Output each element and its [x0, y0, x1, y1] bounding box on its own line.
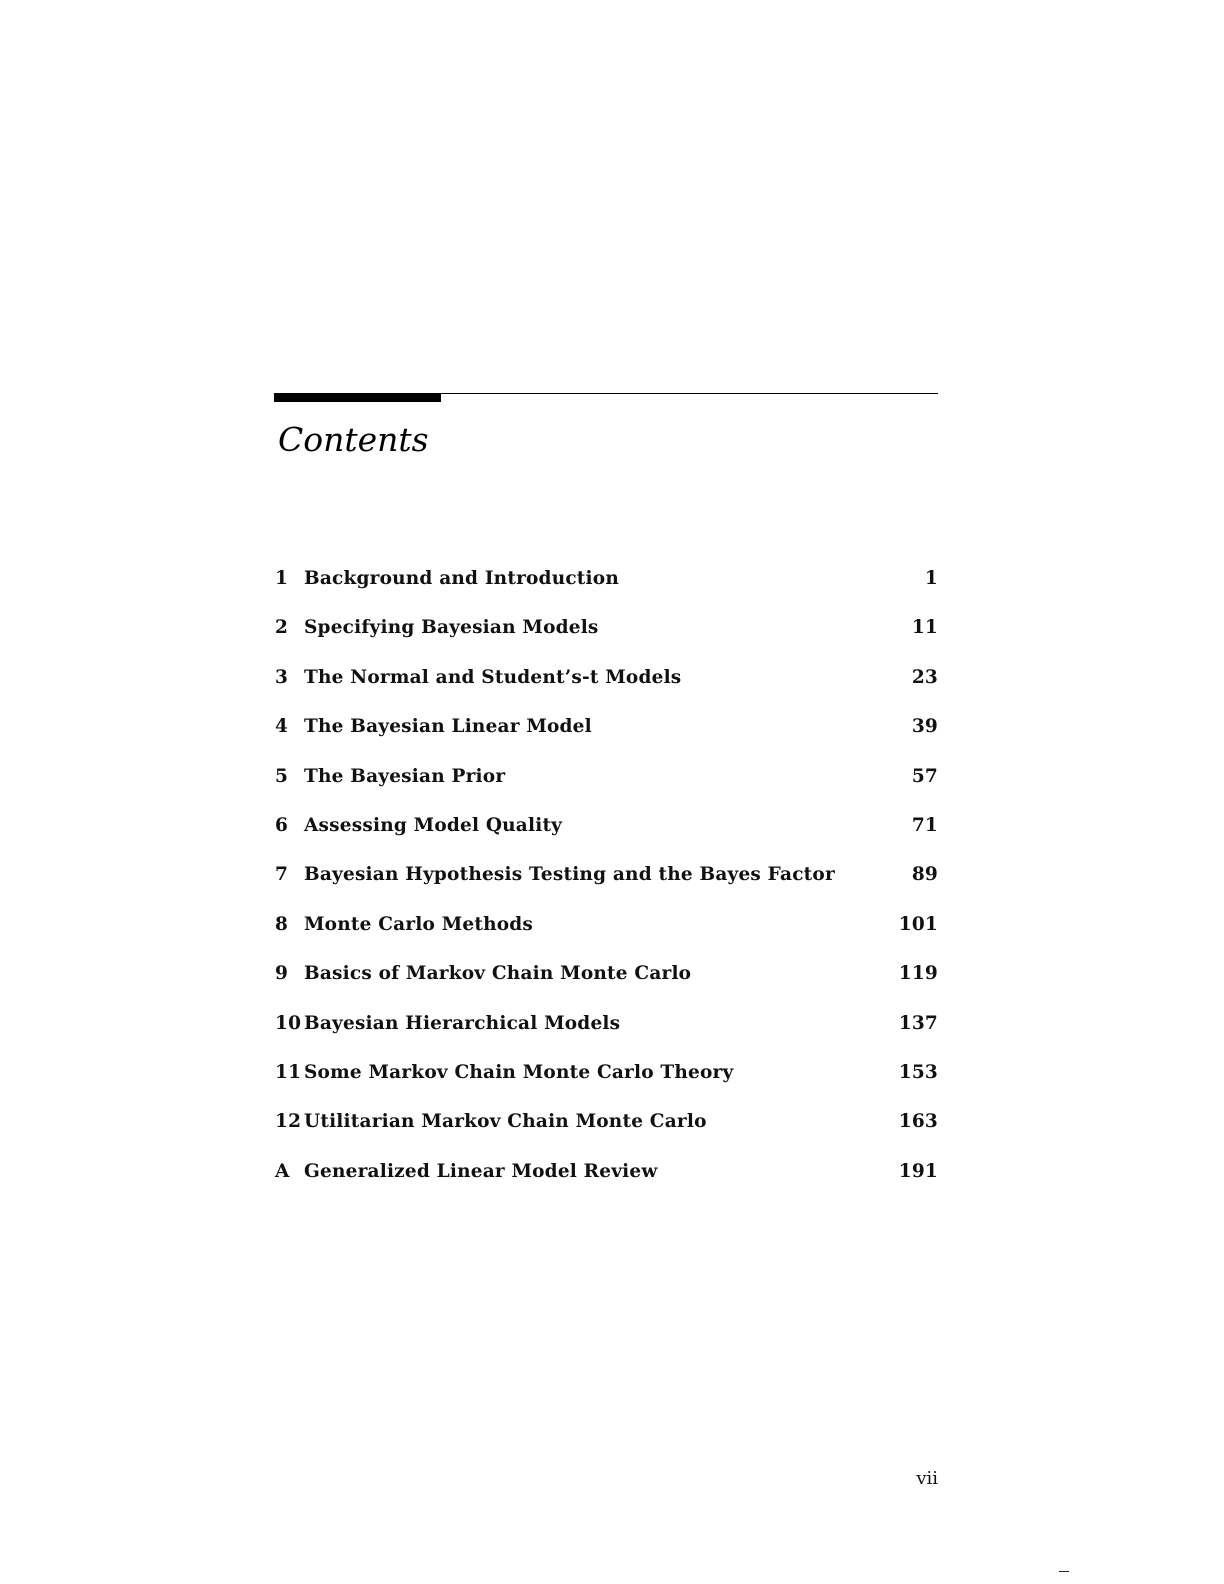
page-number: 163 [898, 1111, 938, 1133]
toc-entry-appendix-a[interactable] [275, 1161, 938, 1210]
chapter-title: Basics of Markov Chain Monte Carlo [304, 963, 692, 985]
chapter-number: 3 [275, 666, 289, 688]
chapter-title: Some Markov Chain Monte Carlo Theory [304, 1061, 734, 1083]
page-number: 23 [911, 666, 938, 688]
chapter-title: Utilitarian Markov Chain Monte Carlo [304, 1111, 707, 1133]
chapter-title: Background and Introduction [304, 568, 619, 589]
page-folio: vii [916, 1468, 938, 1489]
toc-entry-6[interactable] [275, 815, 938, 864]
chapter-number: 12 [275, 1111, 302, 1133]
chapter-title: The Bayesian Linear Model [304, 716, 592, 738]
chapter-number: 1 [275, 568, 289, 589]
toc-entry-4[interactable] [275, 716, 938, 765]
page-number: 137 [898, 1012, 938, 1034]
page-number: 11 [911, 617, 938, 639]
page-number: 119 [898, 963, 938, 985]
chapter-number: A [275, 1160, 290, 1182]
page-number: 71 [911, 814, 938, 836]
chapter-number: 2 [275, 617, 289, 639]
chapter-number: 5 [275, 765, 289, 787]
toc-entry-7[interactable] [275, 864, 938, 913]
page-number: 101 [898, 913, 938, 935]
toc-entry-5[interactable] [275, 766, 938, 815]
chapter-title: Monte Carlo Methods [304, 913, 534, 935]
chapter-number: 7 [275, 864, 289, 886]
chapter-title: Generalized Linear Model Review [304, 1160, 658, 1182]
chapter-number: 9 [275, 963, 289, 985]
chapter-title: Bayesian Hierarchical Models [304, 1012, 621, 1034]
heading-rule-thin [441, 393, 938, 394]
page-number: 89 [911, 864, 938, 886]
page-title: Contents [278, 420, 429, 459]
toc-entry-3[interactable] [275, 667, 938, 716]
table-of-contents [275, 568, 938, 1210]
chapter-number: 11 [275, 1061, 302, 1083]
chapter-title: The Normal and Student’s-t Models [304, 666, 682, 688]
toc-entry-9[interactable] [275, 963, 938, 1012]
page-number: 39 [911, 716, 938, 738]
chapter-number: 8 [275, 913, 289, 935]
chapter-title: Bayesian Hypothesis Testing and the Bayes Factor [304, 864, 835, 886]
toc-entry-2[interactable] [275, 617, 938, 666]
toc-entry-10[interactable] [275, 1013, 938, 1062]
chapter-number: 4 [275, 716, 289, 738]
toc-entry-12[interactable] [275, 1111, 938, 1160]
chapter-number: 6 [275, 814, 289, 836]
scan-mark [1059, 1571, 1069, 1572]
toc-entry-1[interactable] [275, 568, 938, 617]
toc-entry-8[interactable] [275, 914, 938, 963]
page-number: 57 [911, 765, 938, 787]
chapter-title: Assessing Model Quality [304, 814, 563, 836]
page-number: 153 [898, 1061, 938, 1083]
page-number: 1 [924, 568, 938, 589]
toc-entry-11[interactable] [275, 1062, 938, 1111]
chapter-number: 10 [275, 1012, 302, 1034]
page-number: 191 [898, 1160, 938, 1182]
heading-rule-thick [274, 393, 441, 402]
chapter-title: Specifying Bayesian Models [304, 617, 599, 639]
chapter-title: The Bayesian Prior [304, 765, 506, 787]
